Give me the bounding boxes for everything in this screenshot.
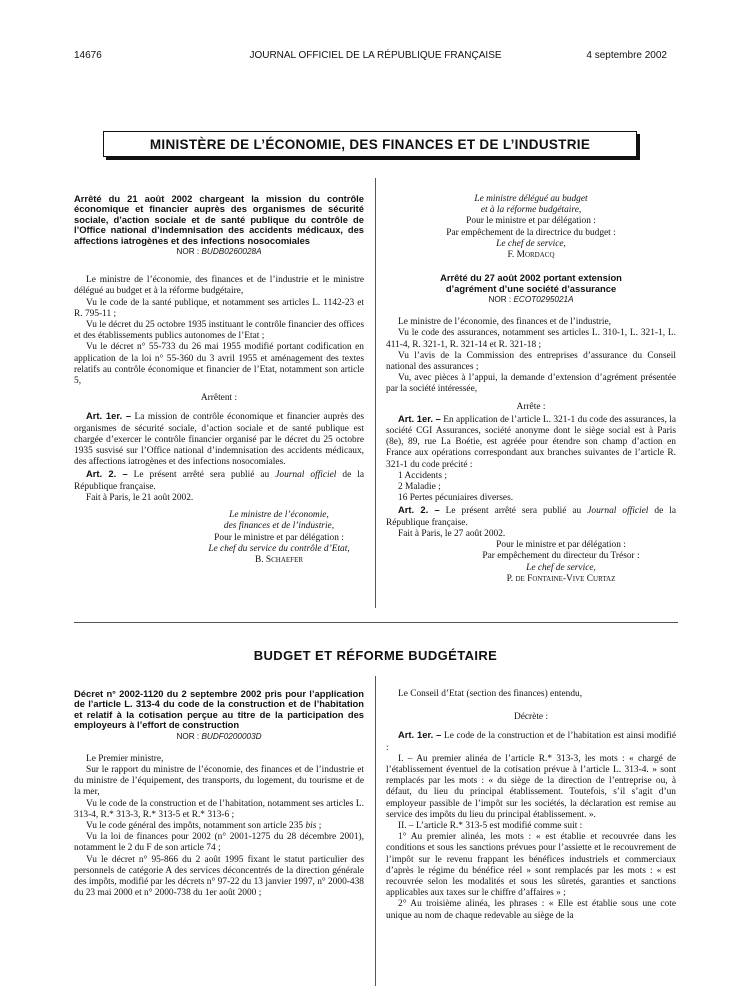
arrete-1-p1: Le ministre de l’économie, des finances et de l’industrie et le ministre délégué au budget et à la réforme budgétaire, bbox=[74, 275, 364, 297]
decret-right bbox=[386, 689, 676, 922]
arrete-1 bbox=[74, 194, 364, 566]
sig3-line: Par empêchement du directeur du Trésor : bbox=[482, 551, 640, 562]
decret-r3: II. – L’article R.* 313-5 est modifié comme suit : bbox=[398, 821, 583, 832]
sig2-name: F. Mordacq bbox=[507, 250, 555, 261]
section-title: BUDGET ET RÉFORME BUDGÉTAIRE bbox=[253, 648, 498, 663]
sig2-line: Le chef de service, bbox=[496, 238, 566, 249]
sig1-line: des finances et de l’industrie, bbox=[223, 521, 335, 532]
sig1-line: Le ministre de l’économie, bbox=[229, 510, 329, 521]
decret-p3: Vu le code de la construction et de l’habitation, notamment ses articles L. 313-4, R.* 313-3, R.* 313-5 et R.* 313-6 ; bbox=[74, 798, 364, 820]
decret-r5: 2° Au troisième alinéa, les phrases : « Elle est établie sous une cote unique au nom de chaque redevable au siège de la bbox=[386, 899, 676, 921]
arrete-2-p2: Vu le code des assurances, notamment ses articles L. 310-1, L. 321-1, L. 411-4, R. 321-1, R. 321-14 et R. 321-18 ; bbox=[386, 328, 676, 350]
arrete-1-fait: Fait à Paris, le 21 août 2002. bbox=[86, 492, 194, 503]
arrete-2-nor: NOR : ECOT0295021A bbox=[488, 295, 574, 305]
sig3-name: P. de Fontaine-Vive Curtaz bbox=[506, 573, 616, 584]
sig3-line: Pour le ministre et par délégation : bbox=[496, 540, 626, 551]
arrete-1-signature bbox=[194, 510, 364, 566]
decret-nor: NOR : BUDF0200003D bbox=[176, 731, 262, 741]
ministry-title: MINISTÈRE DE L’ÉCONOMIE, DES FINANCES ET DE L’INDUSTRIE bbox=[103, 131, 637, 157]
decret-r4: 1° Au premier alinéa, les mots : « est établie et recouvrée dans les conditions et sous les sanctions prévues pour l’assiette et le recouvrement de l’impôt sur le revenu frappant les bénéfices industriels et commerciaux d’après le régime du bénéfice réel » sont remplacés par les mots : « est recouvrée selon les modalités et sous les sûretés, garanties et sanctions applicables aux taxes sur le chiffre d’affaires » ; bbox=[386, 832, 676, 899]
arrete-2-fait: Fait à Paris, le 27 août 2002. bbox=[398, 528, 506, 539]
arrete-1-title: Arrêté du 21 août 2002 chargeant la mission du contrôle économique et financier auprès des organismes de sécurité sociale, d’action sociale et de santé publique du contrôle de l’Office national d’indemnisation des accidents médicaux, des affections iatrogènes et des infections nosocomiales bbox=[74, 193, 364, 246]
section-rule bbox=[74, 622, 678, 623]
arrete-1-p2: Vu le code de la santé publique, et notamment ses articles L. 1142-23 et R. 795-11 ; bbox=[74, 297, 364, 319]
column-divider bbox=[375, 178, 376, 608]
arrete-2-branch: 2 Maladie ; bbox=[398, 482, 441, 493]
sig2-line: et à la réforme budgétaire, bbox=[480, 205, 582, 216]
sig2-line: Par empêchement de la directrice du budget : bbox=[446, 227, 616, 238]
decret-p6: Vu le décret n° 95-866 du 2 août 1995 fixant le statut particulier des personnels de catégorie A des services déconcentrés de la direction générale des impôts, modifié par les décrets n° 97-22 du 13 janvier 1997, n° 2000-438 du 23 mai 2000 et n° 2000-738 du 1er août 2000 ; bbox=[74, 854, 364, 899]
page-number: 14676 bbox=[74, 50, 102, 61]
decret-decrete: Décrète : bbox=[513, 712, 549, 723]
decret-r1: Le Conseil d’Etat (section des finances) entendu, bbox=[398, 689, 583, 699]
arrete-2-art2: Art. 2. – Le présent arrêté sera publié au Journal officiel de la République française. bbox=[386, 504, 677, 528]
arrete-1-nor: NOR : BUDB0260028A bbox=[176, 247, 262, 257]
arrete-1-arretent: Arrêtent : bbox=[200, 393, 238, 404]
arrete-2-p4: Vu, avec pièces à l’appui, la demande d’extension d’agrément présentée par la société intéressée, bbox=[386, 373, 676, 395]
right-column-top bbox=[386, 194, 676, 585]
arrete-2-branch: 1 Accidents ; bbox=[398, 470, 447, 481]
sig2-line: Le ministre délégué au budget bbox=[474, 194, 588, 204]
sig2-line: Pour le ministre et par délégation : bbox=[466, 216, 596, 227]
arrete-1-p3: Vu le décret du 25 octobre 1935 instituant le contrôle financier des offices et des établissements publics autonomes de l’Etat ; bbox=[74, 320, 364, 342]
sig1-line: Le chef du service du contrôle d’Etat, bbox=[208, 543, 350, 554]
decret-p4: Vu le code général des impôts, notamment son article 235 bis ; bbox=[86, 821, 322, 832]
decret-r2: I. – Au premier alinéa de l’article R.* 313-3, les mots : « chargé de l’établissement éventuel de la cotisation prévue à l’article L. 313-4. » sont remplacés par les mots : « du siège de la direction de l’entreprise ou, à défaut, du lieu du principal établissement. Toutefois, s’il s’agit d’un employeur passible de l’impôt sur les sociétés, la déclaration est remise au service des impôts du lieu du principal établissement. ». bbox=[386, 753, 676, 820]
sig1-line: Pour le ministre et par délégation : bbox=[214, 532, 344, 543]
decret-left bbox=[74, 689, 364, 899]
arrete-1-signature-2 bbox=[386, 194, 676, 261]
arrete-2-branch: 16 Pertes pécuniaires diverses. bbox=[398, 493, 514, 504]
arrete-1-p4: Vu le décret n° 55-733 du 26 mai 1955 modifié portant codification en application de la loi n° 55-360 du 3 avril 1955 et aménagement des textes relatifs au contrôle économique et financier de l’Etat, notamment son article 5, bbox=[74, 342, 364, 387]
arrete-2-signature bbox=[446, 540, 676, 585]
arrete-2-p1: Le ministre de l’économie, des finances et de l’industrie, bbox=[398, 317, 611, 328]
decret-p5: Vu la loi de finances pour 2002 (n° 2001-1275 du 28 décembre 2001), notamment le 2 du F de son article 74 ; bbox=[74, 832, 364, 854]
decret-title: Décret n° 2002-1120 du 2 septembre 2002 pris pour l’application de l’article L. 313-4 du code de la construction et de l’habitation et relatif à la cotisation perçue au titre de la participation des employeurs à l’effort de construction bbox=[74, 688, 364, 731]
decret-art1: Art. 1er. – Le code de la construction et de l’habitation est ainsi modifié : bbox=[386, 729, 677, 753]
decret-p2: Sur le rapport du ministre de l’économie, des finances et de l’industrie et du ministre de l’équipement, des transports, du logement, du tourisme et de la mer, bbox=[74, 765, 364, 798]
sig3-line: Le chef de service, bbox=[526, 562, 596, 573]
publication-date: 4 septembre 2002 bbox=[586, 50, 667, 61]
column-divider bbox=[375, 676, 376, 986]
arrete-2-title: Arrêté du 27 août 2002 portant extension d’agrément d’une société d’assurance bbox=[440, 272, 622, 294]
arrete-2-arrete: Arrête : bbox=[516, 401, 546, 412]
arrete-1-art2: Art. 2. – Le présent arrêté sera publié au Journal officiel de la République française. bbox=[74, 468, 365, 492]
decret-p1: Le Premier ministre, bbox=[86, 753, 164, 764]
sig1-name: B. Schaefer bbox=[254, 554, 304, 565]
arrete-1-art1: Art. 1er. – La mission de contrôle économique et financier auprès des organismes de sécurité sociale, d’action sociale et de santé publique est chargée d’exercer le contrôle financier organisé par le décret du 25 octobre 1935 susvisé sur l’Office national d’indemnisation des accidents médicaux, des affections iatrogènes et des infections nosocomiales. bbox=[74, 410, 364, 468]
arrete-2-p3: Vu l’avis de la Commission des entreprises d’assurance du Conseil national des assurances ; bbox=[386, 350, 676, 373]
arrete-2-art1: Art. 1er. – En application de l’article L. 321-1 du code des assurances, la société CGI Assurances, société anonyme dont le siège social est à Paris (8e), 89, rue La Boétie, est agréée pour étendre son champ d’action en France aux opérations correspondant aux branches suivantes de l’article R. 321-1 du code précité : bbox=[386, 412, 676, 470]
journal-title: JOURNAL OFFICIEL DE LA RÉPUBLIQUE FRANÇAISE bbox=[249, 50, 502, 61]
